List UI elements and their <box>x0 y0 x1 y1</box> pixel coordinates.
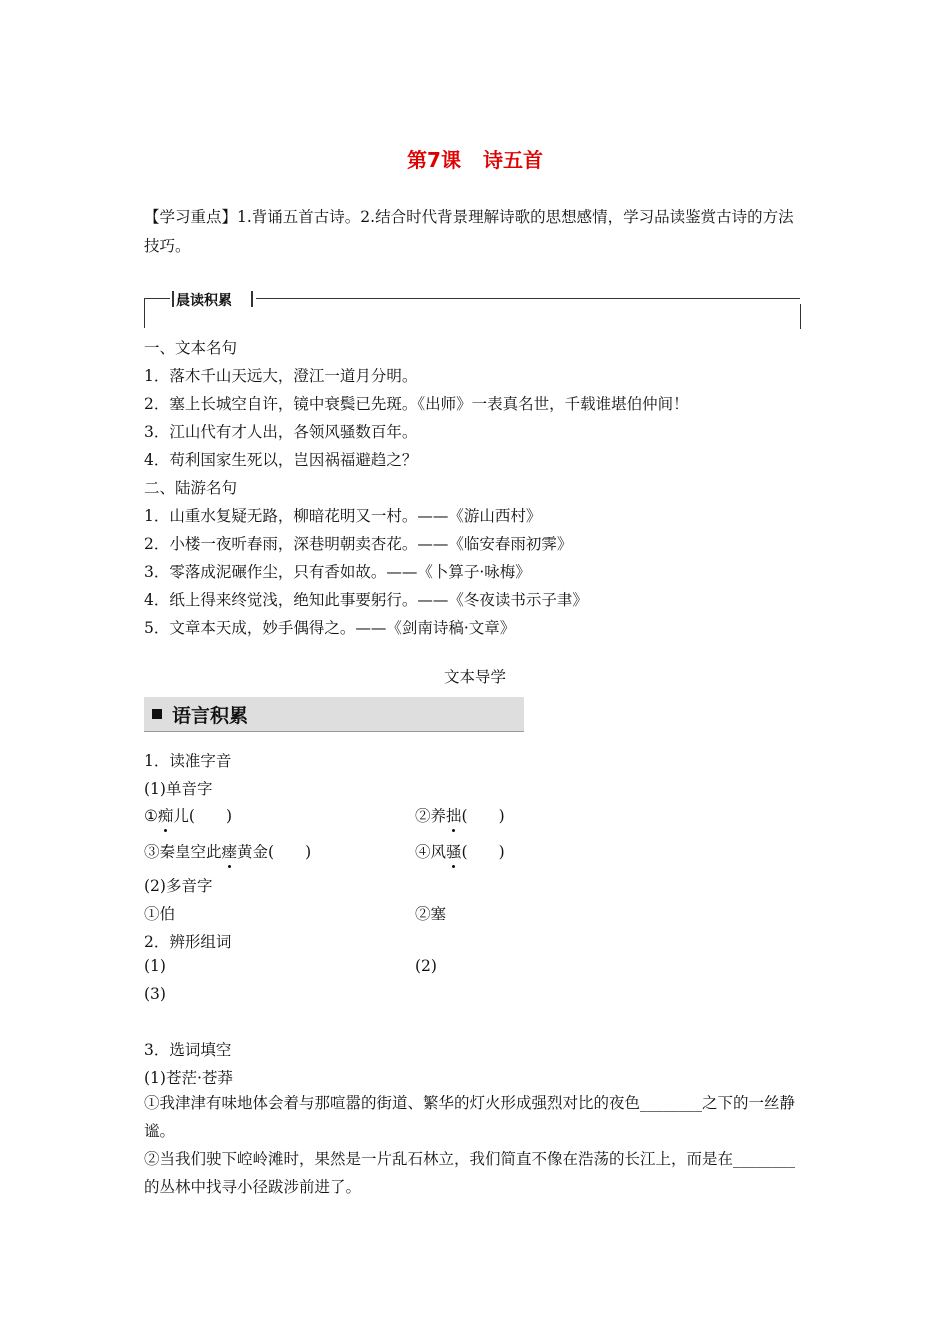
quote-line: 3．江山代有才人出，各领风骚数百年。 <box>144 423 418 441</box>
lesson-title: 诗五首 <box>482 148 543 172</box>
quote-line: 3．零落成泥碾作尘，只有香如故。——《卜算子·咏梅》 <box>144 563 531 581</box>
emphasized-char: 瘗 <box>222 840 238 862</box>
quote-line: 4．纸上得来终觉浅，绝知此事要躬行。——《冬夜读书示子聿》 <box>144 591 588 609</box>
fill-blank-sentence: ②当我们驶下崆岭滩时，果然是一片乱石林立，我们简直不像在浩荡的长江上，而是在________的丛林中找寻小径跋涉前进了。 <box>144 1150 796 1196</box>
shape-words-heading: 2．辨形组词 <box>144 933 232 951</box>
emphasized-char: 拙 <box>446 804 462 826</box>
shape-words-item: (2) <box>415 957 437 975</box>
pron-question-1: ①痴儿( ) <box>144 804 232 826</box>
square-bullet-icon <box>152 709 162 719</box>
quote-line: 4．苟利国家生死以，岂因祸福避趋之？ <box>144 451 418 469</box>
fill-blank-subheading: (1)苍茫·苍莽 <box>144 1069 233 1087</box>
single-sound-heading: (1)单音字 <box>144 780 213 798</box>
page-title <box>0 144 950 173</box>
pron-question-3: ③秦皇空此瘗黄金( ) <box>144 840 311 862</box>
quote-line: 1．山重水复疑无路，柳暗花明又一村。——《游山西村》 <box>144 507 542 525</box>
lesson-number: 第7课 <box>407 148 461 172</box>
quote-line: 2．塞上长城空自许，镜中衰鬓已先斑。《出师》一表真名世，千载谁堪伯仲间！ <box>144 395 689 413</box>
quote-line: 1．落木千山天远大，澄江一道月分明。 <box>144 367 418 385</box>
multi-sound-item: ①伯 <box>144 905 176 923</box>
fill-blank-heading: 3．选词填空 <box>144 1041 232 1059</box>
shape-words-item: (1) <box>144 957 166 975</box>
section1-heading: 一、文本名句 <box>144 339 238 357</box>
pron-question-2: ②养拙( ) <box>415 804 505 826</box>
quote-line: 2．小楼一夜听春雨，深巷明朝卖杏花。——《临安春雨初霁》 <box>144 535 573 553</box>
quote-line: 5．文章本天成，妙手偶得之。——《剑南诗稿·文章》 <box>144 619 516 637</box>
fill-blank-sentence: ①我津津有味地体会着与那喧嚣的街道、繁华的灯火形成强烈对比的夜色________之下的一丝静谧。 <box>144 1094 796 1140</box>
multi-sound-item: ②塞 <box>415 905 447 923</box>
pron-question-4: ④风骚( ) <box>415 840 505 862</box>
study-focus <box>144 203 809 261</box>
section2-heading: 二、陆游名句 <box>144 479 238 497</box>
emphasized-char: 骚 <box>446 840 462 862</box>
shape-words-item: (3) <box>144 985 166 1003</box>
study-focus-text: 1.背诵五首古诗。2.结合时代背景理解诗歌的思想感情，学习品读鉴赏古诗的方法技巧。 <box>144 208 794 255</box>
band-title: 语言积累 <box>172 705 249 727</box>
morning-reading-label: 晨读积累 <box>176 293 232 309</box>
emphasized-char: 痴 <box>158 804 174 826</box>
guide-heading: 文本导学 <box>443 668 506 686</box>
study-focus-label: 【学习重点】 <box>144 208 238 226</box>
multi-sound-heading: (2)多音字 <box>144 877 213 895</box>
section-band <box>144 697 524 732</box>
pronunciation-heading: 1．读准字音 <box>144 752 232 770</box>
